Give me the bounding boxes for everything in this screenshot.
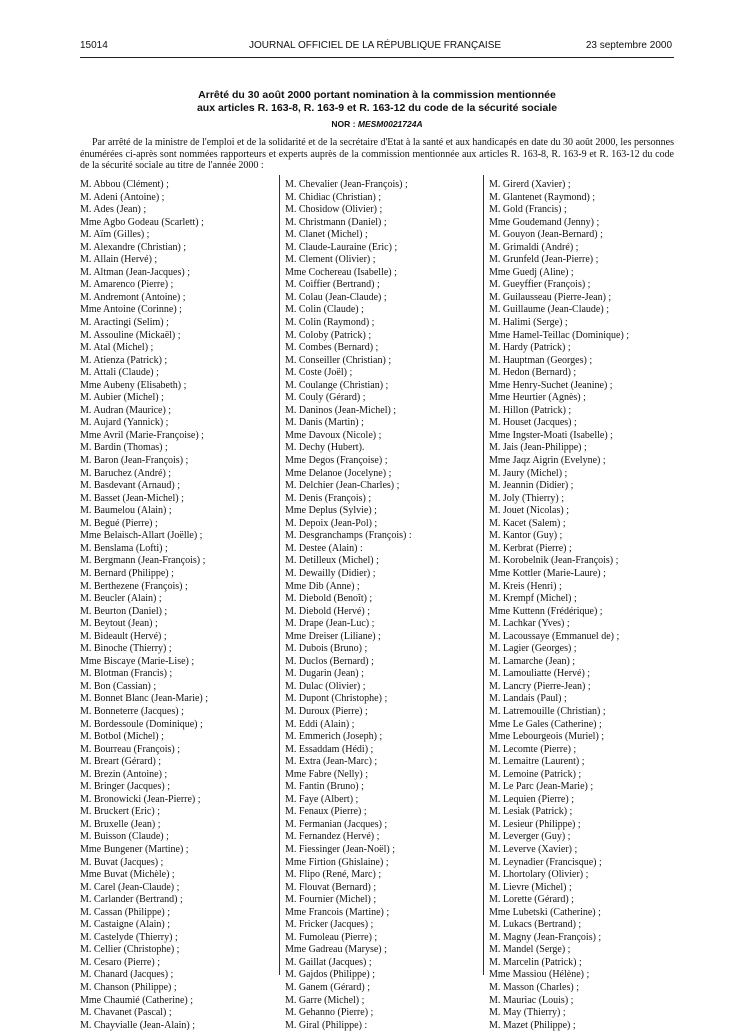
name-entry: M. Beucler (Alain) ; [80,593,162,605]
name-entry: M. Christmann (Daniel) ; [285,216,387,228]
name-entry: M. Lesieur (Philippe) ; [489,818,581,830]
running-header [0,40,750,56]
name-entry: M. Grimaldi (André) ; [489,241,579,253]
name-entry: M. Leverve (Xavier) ; [489,843,578,855]
name-entry: M. Gehanno (Pierre) ; [285,1007,374,1019]
name-entry: M. Gaillat (Jacques) ; [285,956,372,968]
name-entry: Mme Lubetski (Catherine) ; [489,906,601,918]
column-divider [279,175,280,975]
name-entry: M. Drape (Jean-Luc) ; [285,618,375,630]
name-entry: M. Chayvialle (Jean-Alain) ; [80,1019,195,1031]
name-entry: Mme Degos (Françoise) ; [285,455,388,467]
name-entry: M. Atienza (Patrick) ; [80,354,168,366]
name-entry: M. Mauriac (Louis) ; [489,994,574,1006]
name-entry: Mme Dreiser (Liliane) ; [285,630,381,642]
name-entry: M. Beytout (Jean) ; [80,618,158,630]
name-entry: M. Hardy (Patrick) ; [489,342,571,354]
name-entry: M. Cassan (Philippe) ; [80,906,170,918]
name-entry: M. Dubois (Bruno) ; [285,643,368,655]
name-entry: M. Aractingi (Selim) ; [80,317,169,329]
name-entry: M. Lemoine (Patrick) ; [489,768,582,780]
name-entry: M. Jouet (Nicolas) ; [489,505,569,517]
name-entry: Mme Kuttenn (Frédérique) ; [489,605,603,617]
name-entry: M. Guilausseau (Pierre-Jean) ; [489,291,612,303]
name-entry: M. Combes (Bernard) ; [285,342,379,354]
name-entry: Mme Chaumié (Catherine) ; [80,994,194,1006]
name-entry: M. Baruchez (André) ; [80,467,172,479]
names-column-3 [489,179,671,1032]
name-entry: M. Hillon (Patrick) ; [489,404,572,416]
name-entry: Mme Kottler (Marie-Laure) ; [489,567,606,579]
name-entry: M. Dewailly (Didier) ; [285,567,376,579]
name-entry: Mme Delanoe (Jocelyne) ; [285,467,392,479]
name-entry: M. Adeni (Antoine) ; [80,191,165,203]
name-entry: M. Danis (Martin) ; [285,417,364,429]
name-entry: M. Magny (Jean-François) ; [489,931,602,943]
name-entry: M. Chosidow (Olivier) ; [285,204,383,216]
name-entry: M. Chanson (Philippe) ; [80,982,177,993]
name-entry: M. Bruxelle (Jean) ; [80,818,161,830]
name-entry: M. Fumoleau (Pierre) ; [285,931,378,943]
name-entry: M. Baron (Jean-François) ; [80,455,189,467]
name-entry: M. Dupont (Christophe) ; [285,693,388,705]
name-entry: M. Giral (Philippe) : [285,1019,368,1031]
name-entry: M. Bonnet Blanc (Jean-Marie) ; [80,693,209,705]
intro-paragraph: Par arrêté de la ministre de l'emploi et de la solidarité et de la secrétaire d'Etat à la santé et aux handicapés en date du 30 août 2000, les personnes énumérées ci-après sont nommées rapporteurs et experts auprès de la commission mentionnée aux articles R. 163-8, R. 163-9 et R. 163-12 du code de la sécurité sociale au titre de l'année 2000 : [80,137,674,172]
name-entry: Mme Massiou (Hélène) ; [489,969,590,981]
name-entry: M. Fricker (Jacques) ; [285,919,374,931]
name-entry: M. Amarenco (Pierre) ; [80,279,174,291]
name-entry: M. Aubier (Michel) ; [80,392,164,404]
decree-title [80,89,674,115]
name-entry: M. Fermanian (Jacques) ; [285,818,388,830]
name-entry: M. Begué (Pierre) ; [80,517,158,529]
name-entry: M. Cellier (Christophe) ; [80,944,180,956]
name-entry: M. Coloby (Patrick) ; [285,329,372,341]
name-entry: M. Hauptman (Georges) ; [489,354,593,366]
name-entry: M. Gajdos (Philippe) ; [285,969,375,981]
name-entry: Mme Belaisch-Allart (Joëlle) ; [80,530,203,542]
name-entry: M. Colin (Claude) ; [285,304,364,316]
name-entry: M. Flouvat (Bernard) ; [285,881,377,893]
name-entry: M. Eddi (Alain) ; [285,718,355,730]
name-entry: M. Ades (Jean) ; [80,204,147,216]
name-entry: M. Baumelou (Alain) ; [80,505,172,517]
name-entry: M. Kacet (Salem) ; [489,517,566,529]
name-entry: M. Mandel (Serge) ; [489,944,571,956]
decree-title-line-2: aux articles R. 163-8, R. 163-9 et R. 163-12 du code de la sécurité sociale [196,102,558,114]
name-entry: M. Guillaume (Jean-Claude) ; [489,304,609,316]
name-entry: M. Fournier (Michel) ; [285,894,377,906]
decree-title-line-1: Arrêté du 30 août 2000 portant nomination à la commission mentionnée [198,89,556,101]
name-entry: M. Le Parc (Jean-Marie) ; [489,781,594,793]
name-entry: M. Daninos (Jean-Michel) ; [285,404,397,416]
name-entry: M. Duclos (Bernard) ; [285,655,374,667]
name-entry: M. Faye (Albert) ; [285,793,359,805]
name-entry: M. Coste (Joël) ; [285,367,353,379]
name-entry: M. Hedon (Bernard) ; [489,367,577,379]
nor-reference [80,119,674,129]
name-entry: M. Gouyon (Jean-Bernard) ; [489,229,603,241]
name-entry: M. Carlander (Bertrand) ; [80,894,183,906]
name-entry: M. Buvat (Jacques) ; [80,856,164,868]
name-entry: M. Benslama (Lofti) ; [80,542,168,554]
name-entry: M. Lachkar (Yves) ; [489,618,570,630]
name-entry: Mme Fabre (Nelly) ; [285,768,369,780]
name-entry: M. Lagier (Georges) ; [489,643,577,655]
name-entry: M. Bergmann (Jean-François) ; [80,555,206,567]
name-entry: M. Lamarche (Jean) ; [489,655,576,667]
name-entry: Mme Jaqz Aigrin (Evelyne) ; [489,455,606,467]
name-entry: M. Berthezene (François) ; [80,580,188,592]
name-entry: M. Allain (Hervé) ; [80,254,158,266]
name-entry: M. Grunfeld (Jean-Pierre) ; [489,254,599,266]
name-entry: M. Lesiak (Patrick) ; [489,806,573,818]
header-rule [80,57,674,58]
name-entry: M. Houset (Jacques) ; [489,417,577,429]
name-entry: M. Marcelin (Patrick) ; [489,956,582,968]
name-entry: Mme Henry-Suchet (Jeanine) ; [489,379,613,391]
journal-title: JOURNAL OFFICIEL DE LA RÉPUBLIQUE FRANÇAISE [248,40,502,51]
name-entry: Mme Le Gales (Catherine) ; [489,718,602,730]
name-entry: M. Kerbrat (Pierre) ; [489,542,572,554]
name-entry: M. Garre (Michel) ; [285,994,365,1006]
name-entry: M. Jais (Jean-Philippe) ; [489,442,587,454]
name-entry: M. Krempf (Michel) ; [489,593,577,605]
name-entry: M. Altman (Jean-Jacques) ; [80,266,190,278]
name-entry: M. Bruckert (Eric) ; [80,806,160,818]
name-entry: M. Kreis (Henri) ; [489,580,562,592]
name-entry: M. May (Thierry) ; [489,1007,566,1019]
name-entry: M. Aïm (Gilles) ; [80,229,150,241]
name-entry: M. Gold (Francis) ; [489,204,567,216]
name-entry: M. Aujard (Yannick) ; [80,417,169,429]
name-entry: M. Bideault (Hervé) ; [80,630,167,642]
name-entry: M. Bon (Cassian) ; [80,680,157,692]
name-entry: M. Latremouille (Christian) ; [489,705,606,717]
name-entry: M. Dechy (Hubert). [285,442,365,454]
name-entry: M. Castaigne (Alain) ; [80,919,170,931]
name-entry: M. Jaury (Michel) ; [489,467,568,479]
name-entry: M. Denis (François) ; [285,492,372,504]
name-entry: Mme Hamel-Teillac (Dominique) ; [489,329,630,341]
name-entry: M. Delchier (Jean-Charles) ; [285,480,400,492]
name-entry: M. Buisson (Claude) ; [80,831,169,843]
name-entry: M. Binoche (Thierry) ; [80,643,172,655]
name-entry: Mme Francois (Martine) ; [285,906,390,918]
page-number: 15014 [80,40,108,51]
names-column-1 [80,179,262,1032]
name-entry: M. Masson (Charles) ; [489,982,579,993]
name-entry: M. Desgranchamps (François) : [285,530,412,542]
name-entry: Mme Lebourgeois (Muriel) ; [489,731,605,743]
name-entry: M. Coulange (Christian) ; [285,379,389,391]
name-entry: M. Lacoussaye (Emmanuel de) ; [489,630,620,642]
name-entry: M. Clanet (Michel) ; [285,229,368,241]
name-entry: Mme Avril (Marie-Françoise) ; [80,429,204,441]
name-entry: M. Lorette (Gérard) ; [489,894,574,906]
name-entry: Mme Ingster-Moati (Isabelle) ; [489,429,613,441]
name-entry: M. Alexandre (Christian) ; [80,241,187,253]
name-entry: M. Duroux (Pierre) ; [285,705,368,717]
name-entry: M. Colau (Jean-Claude) ; [285,291,387,303]
name-entry: M. Fernandez (Hervé) ; [285,831,380,843]
name-entry: M. Destee (Alain) : [285,542,363,554]
name-entry: Mme Bungener (Martine) ; [80,843,189,855]
name-entry: M. Attali (Claude) ; [80,367,159,379]
name-entry: M. Ganem (Gérard) ; [285,982,370,993]
name-entry: Mme Biscaye (Marie-Lise) ; [80,655,195,667]
name-entry: M. Lamouliatte (Hervé) ; [489,668,591,680]
name-entry: M. Chidiac (Christian) ; [285,191,382,203]
name-entry: M. Bardin (Thomas) ; [80,442,168,454]
name-entry: M. Landais (Paul) ; [489,693,567,705]
name-entry: M. Extra (Jean-Marc) ; [285,756,378,768]
name-entry: M. Gueyffier (François) ; [489,279,591,291]
name-entry: M. Couly (Gérard) ; [285,392,366,404]
name-entry: M. Atal (Michel) ; [80,342,154,354]
name-entry: Mme Guedj (Aline) ; [489,266,574,278]
name-entry: M. Bonneterre (Jacques) ; [80,705,184,717]
name-entry: M. Dugarin (Jean) ; [285,668,364,680]
name-entry: M. Lievre (Michel) ; [489,881,572,893]
name-entry: M. Brezin (Antoine) ; [80,768,168,780]
name-entry: M. Diebold (Benoît) ; [285,593,373,605]
name-entry: M. Essaddam (Hédi) ; [285,743,374,755]
name-entry: Mme Agbo Godeau (Scarlett) ; [80,216,204,228]
name-entry: M. Jeannin (Didier) ; [489,480,574,492]
name-entry: M. Blotman (Francis) ; [80,668,173,680]
name-entry: M. Lecomte (Pierre) ; [489,743,577,755]
name-entry: Mme Antoine (Corinne) ; [80,304,182,316]
name-entry: M. Bronowicki (Jean-Pierre) ; [80,793,201,805]
name-entry: M. Mazet (Philippe) ; [489,1019,576,1031]
name-entry: M. Kantor (Guy) ; [489,530,563,542]
name-entry: M. Lancry (Pierre-Jean) ; [489,680,591,692]
name-entry: Mme Firtion (Ghislaine) ; [285,856,389,868]
issue-date: 23 septembre 2000 [585,40,672,51]
name-entry: M. Fenaux (Pierre) ; [285,806,367,818]
name-entry: M. Halimi (Serge) ; [489,317,568,329]
names-column-2 [285,179,467,1032]
name-entry: M. Assouline (Mickaël) ; [80,329,181,341]
name-entry: M. Diebold (Hervé) ; [285,605,370,617]
name-entry: Mme Goudemand (Jenny) ; [489,216,600,228]
name-entry: Mme Aubeny (Elisabeth) ; [80,379,187,391]
name-entry: Mme Gadreau (Maryse) ; [285,944,387,956]
name-entry: M. Leverger (Guy) ; [489,831,571,843]
name-entry: M. Lequien (Pierre) ; [489,793,574,805]
name-entry: M. Lhortolary (Olivier) ; [489,869,589,881]
name-entry: M. Carel (Jean-Claude) ; [80,881,180,893]
name-entry: M. Clement (Olivier) ; [285,254,376,266]
name-entry: M. Chevalier (Jean-François) ; [285,179,408,190]
name-entry: M. Detilleux (Michel) ; [285,555,379,567]
name-entry: M. Abbou (Clément) ; [80,179,169,190]
name-entry: M. Dulac (Olivier) ; [285,680,366,692]
column-divider [483,175,484,975]
name-entry: M. Botbol (Michel) ; [80,731,164,743]
name-entry: M. Castelyde (Thierry) ; [80,931,178,943]
name-entry: Mme Dib (Anne) ; [285,580,360,592]
name-entry: M. Claude-Lauraine (Eric) ; [285,241,398,253]
name-entry: M. Fantin (Bruno) ; [285,781,364,793]
name-entry: M. Bordessoule (Dominique) ; [80,718,203,730]
name-entry: M. Basdevant (Arnaud) ; [80,480,180,492]
name-entry: M. Leynadier (Francisque) ; [489,856,602,868]
name-entry: M. Chavanet (Pascal) ; [80,1007,172,1019]
name-entry: M. Andremont (Antoine) ; [80,291,186,303]
name-entry: M. Basset (Jean-Michel) ; [80,492,184,504]
name-entry: M. Coiffier (Bertrand) ; [285,279,380,291]
name-entry: M. Chanard (Jacques) ; [80,969,174,981]
name-entry: M. Bourreau (François) ; [80,743,180,755]
name-entry: M. Glantenet (Raymond) ; [489,191,596,203]
name-entry: M. Emmerich (Joseph) ; [285,731,383,743]
name-entry: Mme Davoux (Nicole) ; [285,429,382,441]
name-entry: M. Bernard (Philippe) ; [80,567,174,579]
name-entry: Mme Deplus (Sylvie) ; [285,505,377,517]
name-entry: Mme Buvat (Michèle) ; [80,869,175,881]
name-entry: Mme Heurtier (Agnès) ; [489,392,586,404]
name-entry: M. Girerd (Xavier) ; [489,179,571,190]
name-entry: M. Flipo (René, Marc) ; [285,869,382,881]
name-entry: M. Fiessinger (Jean-Noël) ; [285,843,395,855]
nor-value: MESM0021724A [357,119,423,129]
name-entry: M. Cesaro (Pierre) ; [80,956,160,968]
name-entry: Mme Cochereau (Isabelle) ; [285,266,397,278]
name-entry: M. Joly (Thierry) ; [489,492,564,504]
name-entry: M. Breart (Gérard) ; [80,756,162,768]
name-entry: M. Korobelnik (Jean-François) ; [489,555,619,567]
name-entry: M. Bringer (Jacques) ; [80,781,170,793]
name-entry: M. Colin (Raymond) ; [285,317,375,329]
name-entry: M. Audran (Maurice) ; [80,404,172,416]
name-entry: M. Beurton (Daniel) ; [80,605,168,617]
name-entry: M. Lukacs (Bertrand) ; [489,919,582,931]
nor-label: NOR : [331,119,356,129]
name-entry: M. Depoix (Jean-Pol) ; [285,517,378,529]
name-entry: M. Lemaitre (Laurent) ; [489,756,585,768]
name-entry: M. Conseiller (Christian) ; [285,354,392,366]
